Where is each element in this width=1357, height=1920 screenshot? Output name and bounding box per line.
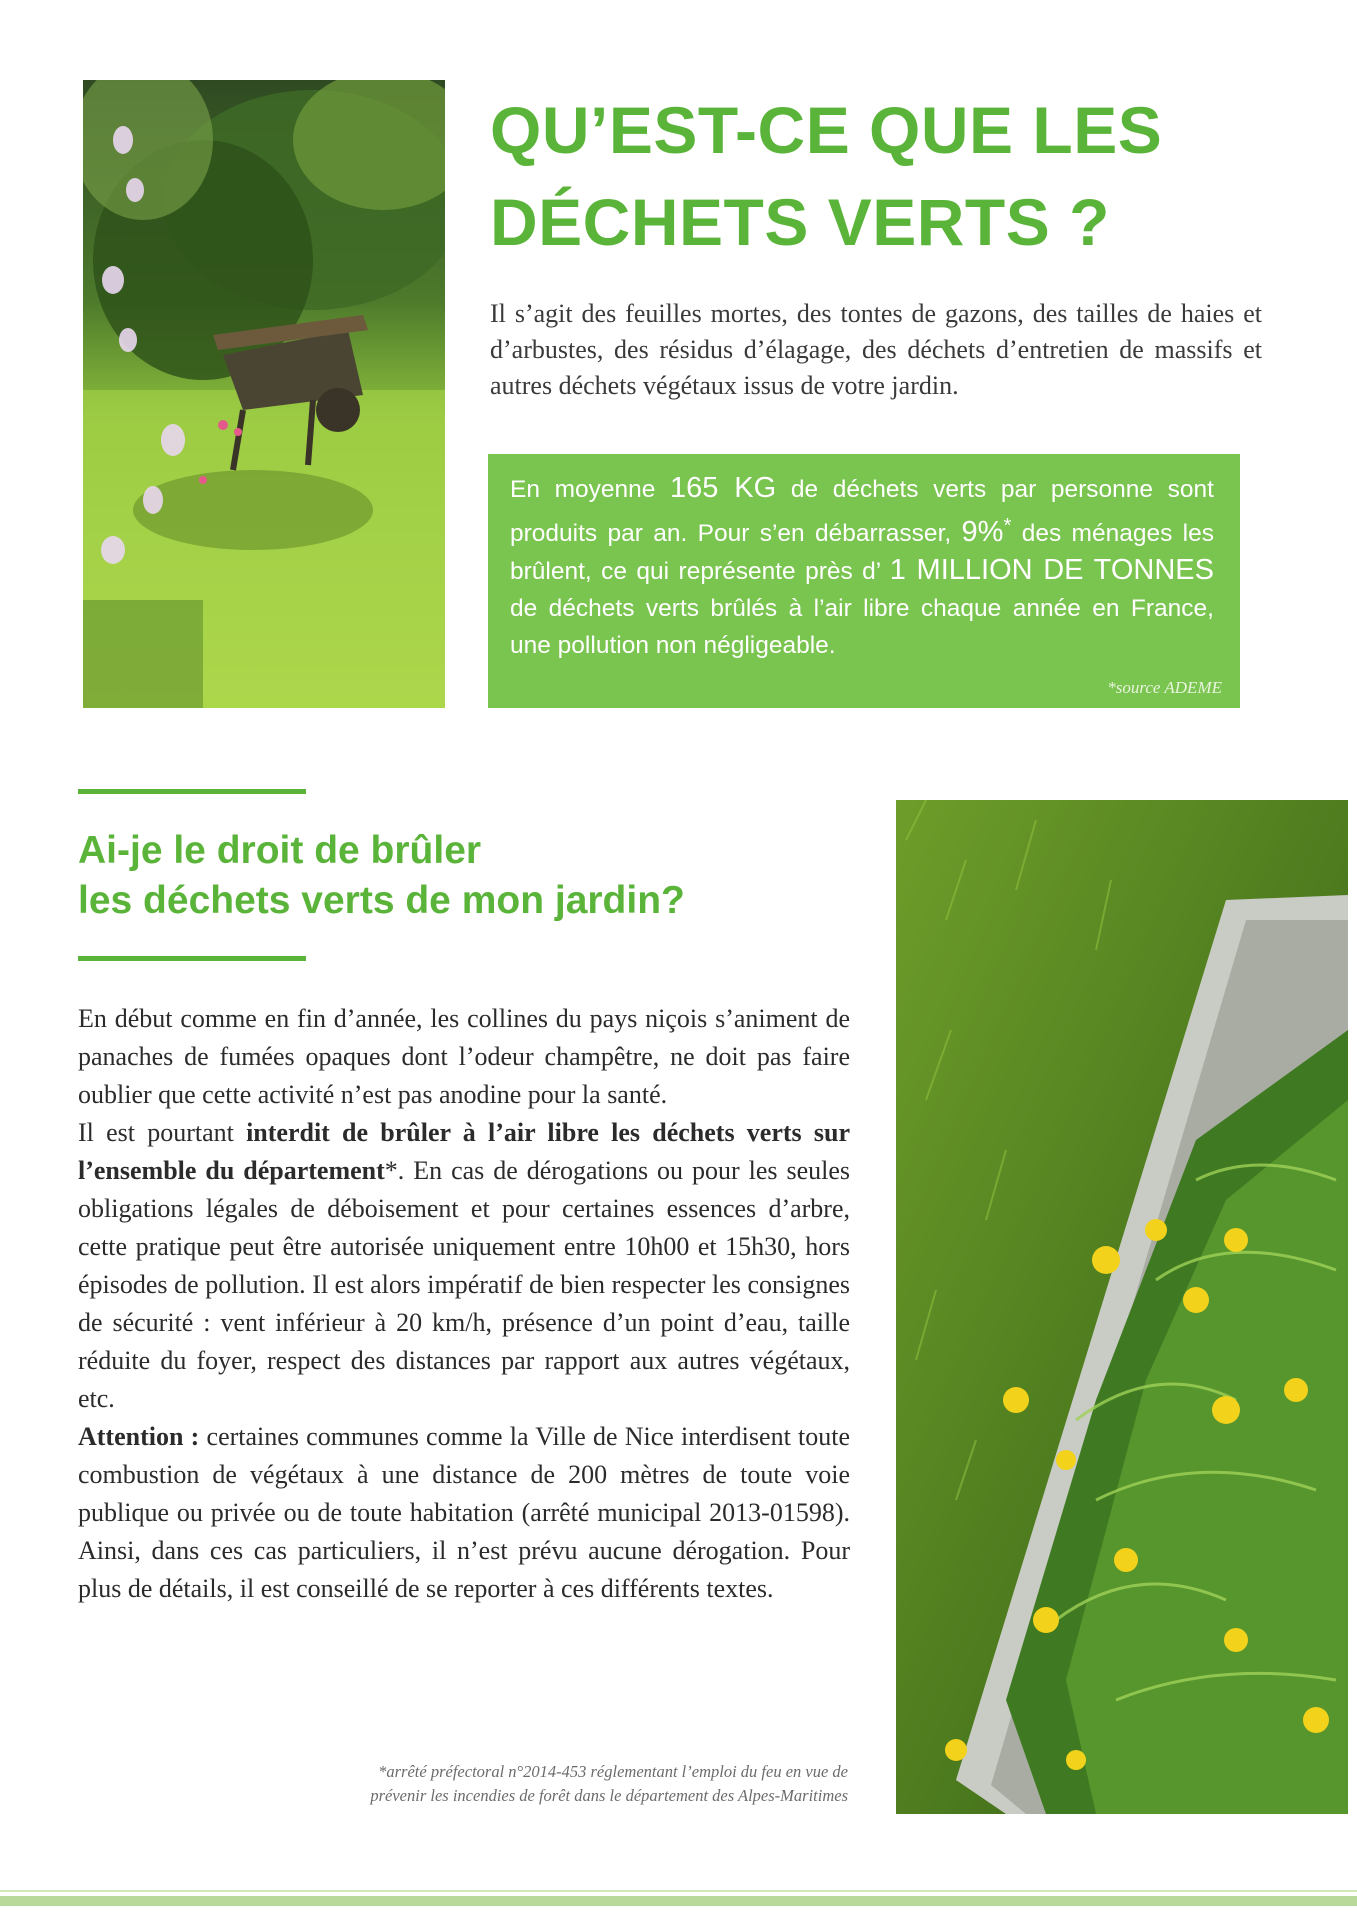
body-text: [78, 1000, 850, 1608]
footnote: [130, 1760, 848, 1808]
body-p3-bold: Attention :: [78, 1422, 200, 1451]
stats-part-3: des ménages les brûlent, ce qui représente près d’: [510, 520, 1214, 586]
grass-clippings-photo: [896, 800, 1348, 1814]
body-paragraph-3: [78, 1418, 850, 1608]
page-title-line-1: QU’EST-CE QUE LES: [490, 93, 1163, 167]
body-paragraph-2: [78, 1114, 850, 1418]
body-paragraph-1: En début comme en fin d’année, les collines du pays niçois s’animent de panaches de fumées opaques dont l’odeur champêtre, ne doit pas faire oublier que cette activité n’est pas anodine pour la santé.: [78, 1004, 850, 1109]
footnote-line-2: prévenir les incendies de forêt dans le département des Alpes-Maritimes: [370, 1786, 848, 1805]
page-title-line-2: DÉCHETS VERTS ?: [490, 185, 1110, 259]
section-heading-line-1: Ai-je le droit de brûler: [78, 829, 482, 872]
section-heading-line-2: les déchets verts de mon jardin?: [78, 879, 685, 922]
heading-rule-bottom: [78, 956, 306, 961]
stats-text: [510, 470, 1214, 664]
intro-paragraph: Il s’agit des feuilles mortes, des tontes de gazons, des tailles de haies et d’arbustes, des résidus d’élagage, des déchets d’entretien de massifs et autres déchets végétaux issus de votre jardin.: [490, 299, 1262, 400]
heading-rule-top: [78, 789, 306, 794]
stats-callout-box: [488, 454, 1240, 708]
stats-highlight-9-percent: 9%: [961, 516, 1004, 549]
stats-part-1: En moyenne: [510, 476, 671, 503]
stats-source: *source ADEME: [1107, 678, 1222, 697]
stats-part-2: de déchets verts par personne sont produits par an. Pour s’en débarrasser,: [510, 476, 1214, 548]
body-p3-rest: certaines communes comme la Ville de Nice interdisent toute combustion de végétaux à une distance de 200 mètres de toute voie publique ou privée ou de toute habitation (arrêté municipal 2013-01598). Ainsi, dans ces cas particuliers, il n’est prévu aucune dérogation. Pour plus de détails, il est conseillé de se reporter à ces différents textes.: [78, 1422, 851, 1603]
section-heading: [78, 826, 838, 926]
bottom-band-line: [0, 1890, 1357, 1892]
body-p2-start: Il est pourtant: [78, 1118, 247, 1147]
garden-wheelbarrow-photo: [83, 80, 445, 708]
page-title: [490, 84, 1310, 268]
footnote-line-1: *arrêté préfectoral n°2014-453 réglementant l’emploi du feu en vue de: [378, 1762, 848, 1781]
bottom-band: [0, 1896, 1357, 1906]
stats-asterisk: *: [1003, 515, 1012, 537]
stats-part-4: de déchets verts brûlés à l’air libre chaque année en France, une pollution non négligeable.: [510, 595, 1214, 660]
body-p2-rest: *. En cas de dérogations ou pour les seules obligations légales de déboisement et pour certaines essences d’arbre, cette pratique peut être autorisée uniquement entre 10h00 et 15h30, hors épisodes de pollution. Il est alors impératif de bien respecter les consignes de sécurité : vent inférieur à 20 km/h, présence d’un point d’eau, taille réduite du foyer, respect des distances par rapport aux autres végétaux, etc.: [78, 1156, 851, 1413]
stats-highlight-1-million: 1 MILLION DE TONNES: [889, 554, 1214, 587]
stats-highlight-165kg: 165 KG: [670, 472, 777, 504]
body-p2-bold: interdit de brûler à l’air libre les déchets verts sur l’ensemble du département: [78, 1118, 850, 1185]
